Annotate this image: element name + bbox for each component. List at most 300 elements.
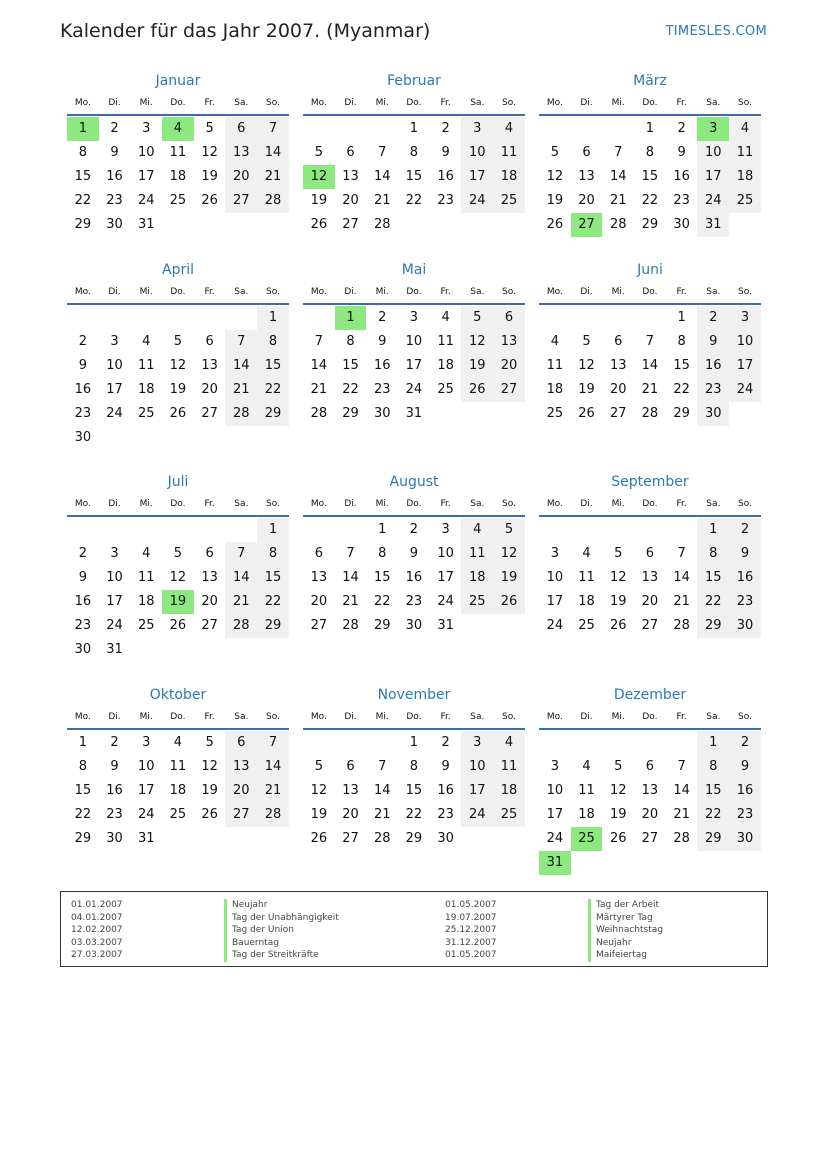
day-cell: 31 [137, 217, 155, 232]
legend-holiday-name: Neujahr [224, 899, 339, 912]
weekday-label: Mi. [611, 287, 625, 297]
day-cell: 7 [677, 546, 686, 561]
day-cell: 2 [409, 522, 419, 537]
empty-cell [634, 731, 666, 755]
day-cell: 10 [546, 570, 564, 585]
day-cell: 30 [673, 217, 690, 232]
day-cell: 22 [74, 193, 92, 208]
empty-cell [634, 518, 666, 542]
weekday-header [539, 92, 761, 116]
day-cell: 9 [441, 145, 450, 160]
day-cell: 27 [342, 831, 359, 846]
day-cell: 5 [205, 735, 214, 750]
day-cell: 19 [169, 382, 187, 397]
weekday-label: Di. [344, 98, 357, 108]
day-cell: 16 [697, 354, 729, 378]
weekday-header [67, 706, 289, 730]
day-cell: 21 [225, 590, 257, 614]
day-cell: 14 [609, 169, 627, 184]
day-cell: 1 [78, 735, 87, 750]
day-cell: 1 [645, 121, 655, 136]
legend-holiday-name: Märtyrer Tag [588, 912, 663, 925]
day-cell: 17 [461, 779, 493, 803]
weekday-label: Di. [344, 499, 357, 509]
legend-dates-left [71, 899, 123, 962]
weekday-label: Sa. [706, 712, 721, 722]
weekday-label: Do. [642, 287, 658, 297]
day-cell: 26 [493, 590, 525, 614]
day-cell: 25 [729, 189, 761, 213]
weekday-label: Mo. [310, 499, 327, 509]
day-cell: 25 [169, 193, 187, 208]
day-cell: 9 [729, 755, 761, 779]
day-cell: 20 [493, 354, 525, 378]
weekday-label: Sa. [234, 287, 249, 297]
weekday-header [67, 281, 289, 305]
weekday-label: Do. [170, 98, 186, 108]
weekday-label: Mo. [546, 287, 563, 297]
empty-cell [539, 518, 571, 542]
weekday-label: Mo. [74, 287, 91, 297]
day-grid [67, 306, 289, 450]
legend-date: 01.05.2007 [445, 900, 497, 910]
day-cell: 21 [673, 807, 690, 822]
weekday-label: Mi. [611, 98, 625, 108]
month-name: Juli [167, 474, 189, 490]
day-cell: 17 [137, 783, 155, 798]
day-cell: 1 [697, 518, 729, 542]
day-cell: 28 [373, 831, 391, 846]
month-name: April [162, 262, 194, 278]
day-cell: 9 [378, 334, 387, 349]
month-name: Januar [155, 73, 201, 89]
empty-cell [130, 518, 162, 542]
month-name: Oktober [149, 687, 207, 703]
empty-cell [303, 518, 335, 542]
day-cell: 21 [673, 594, 690, 609]
day-grid [67, 117, 289, 237]
weekday-label: So. [738, 499, 752, 509]
legend-holiday-name: Neujahr [588, 937, 663, 950]
day-cell: 7 [314, 334, 323, 349]
weekday-label: Di. [108, 499, 121, 509]
holiday-day-cell: 12 [303, 165, 335, 189]
empty-cell [571, 731, 603, 755]
day-cell: 11 [169, 759, 187, 774]
day-cell: 23 [729, 803, 761, 827]
day-cell: 24 [546, 618, 564, 633]
day-cell: 16 [106, 783, 123, 798]
day-grid [67, 731, 289, 851]
weekday-label: Di. [108, 712, 121, 722]
day-cell: 25 [137, 618, 155, 633]
day-cell: 31 [137, 831, 155, 846]
day-cell: 27 [342, 217, 359, 232]
weekday-label: Di. [580, 499, 593, 509]
weekday-label: Mi. [375, 98, 389, 108]
day-cell: 20 [225, 779, 257, 803]
day-cell: 17 [697, 165, 729, 189]
day-cell: 17 [546, 807, 564, 822]
day-cell: 10 [461, 755, 493, 779]
legend-names-right [588, 899, 663, 962]
day-cell: 20 [310, 594, 328, 609]
empty-cell [666, 731, 698, 755]
weekday-label: Fr. [676, 712, 687, 722]
day-cell: 24 [729, 378, 761, 402]
weekday-label: So. [502, 712, 516, 722]
month-name: August [389, 474, 439, 490]
empty-cell [194, 306, 226, 330]
day-cell: 17 [106, 382, 123, 397]
day-cell: 19 [578, 382, 595, 397]
weekday-label: Fr. [204, 712, 215, 722]
weekday-label: Fr. [204, 499, 215, 509]
empty-cell [162, 306, 194, 330]
empty-cell [602, 518, 634, 542]
weekday-label: Mi. [375, 712, 389, 722]
day-cell: 25 [546, 406, 564, 421]
day-cell: 7 [346, 546, 355, 561]
empty-cell [67, 306, 99, 330]
day-cell: 19 [310, 807, 328, 822]
legend-holiday-name: Maifeiertag [588, 949, 663, 962]
day-cell: 13 [578, 169, 595, 184]
empty-cell [602, 731, 634, 755]
month-block [539, 259, 761, 426]
day-cell: 29 [257, 614, 289, 638]
day-cell: 31 [437, 618, 454, 633]
day-cell: 20 [578, 193, 595, 208]
day-cell: 27 [641, 618, 659, 633]
day-cell: 24 [106, 406, 123, 421]
day-cell: 10 [137, 145, 155, 160]
weekday-label: Fr. [440, 98, 451, 108]
day-cell: 28 [609, 217, 627, 232]
day-cell: 29 [405, 831, 423, 846]
day-cell: 18 [137, 594, 155, 609]
month-block [303, 70, 525, 237]
day-cell: 19 [493, 566, 525, 590]
holiday-day-cell: 31 [539, 851, 571, 875]
weekday-label: Di. [344, 712, 357, 722]
day-cell: 11 [578, 570, 595, 585]
month-block [67, 259, 289, 450]
weekday-label: Sa. [234, 98, 249, 108]
weekday-header [303, 92, 525, 116]
empty-cell [335, 731, 367, 755]
day-cell: 2 [378, 310, 387, 325]
day-cell: 6 [205, 546, 214, 561]
day-cell: 13 [201, 358, 218, 373]
day-cell: 5 [205, 121, 214, 136]
weekday-label: Mo. [74, 499, 91, 509]
day-cell: 28 [257, 189, 289, 213]
day-cell: 29 [342, 406, 359, 421]
day-cell: 5 [173, 334, 183, 349]
day-cell: 23 [74, 406, 92, 421]
day-cell: 14 [342, 570, 359, 585]
day-cell: 12 [169, 358, 187, 373]
day-cell: 8 [78, 759, 87, 774]
holiday-day-cell: 19 [162, 590, 194, 614]
day-cell: 20 [641, 594, 659, 609]
day-cell: 20 [609, 382, 627, 397]
weekday-label: Mi. [139, 712, 153, 722]
day-cell: 17 [405, 358, 423, 373]
day-cell: 27 [201, 618, 218, 633]
weekday-header [303, 281, 525, 305]
day-cell: 18 [578, 594, 595, 609]
day-grid [303, 518, 525, 638]
empty-cell [335, 117, 367, 141]
weekday-label: So. [502, 98, 516, 108]
day-cell: 9 [110, 759, 119, 774]
day-cell: 21 [257, 779, 289, 803]
weekday-label: Mi. [375, 287, 389, 297]
day-cell: 23 [106, 807, 123, 822]
day-cell: 15 [74, 783, 92, 798]
day-cell: 14 [673, 570, 690, 585]
day-cell: 20 [201, 594, 218, 609]
day-cell: 16 [673, 169, 690, 184]
weekday-label: Di. [108, 98, 121, 108]
day-cell: 4 [441, 310, 450, 325]
day-cell: 30 [106, 831, 123, 846]
month-name: Mai [401, 262, 427, 278]
weekday-header [67, 92, 289, 116]
day-cell: 8 [257, 330, 289, 354]
weekday-label: Do. [642, 712, 658, 722]
day-cell: 16 [405, 570, 423, 585]
empty-cell [99, 518, 131, 542]
day-cell: 13 [342, 783, 359, 798]
day-cell: 26 [201, 807, 218, 822]
day-cell: 5 [461, 306, 493, 330]
day-cell: 14 [373, 783, 391, 798]
day-cell: 31 [405, 406, 423, 421]
month-block [303, 471, 525, 638]
day-cell: 8 [697, 755, 729, 779]
day-cell: 30 [74, 430, 92, 445]
day-cell: 18 [729, 165, 761, 189]
day-cell: 20 [201, 382, 218, 397]
day-cell: 17 [461, 165, 493, 189]
day-cell: 21 [257, 165, 289, 189]
month-block [539, 471, 761, 638]
day-cell: 10 [697, 141, 729, 165]
day-cell: 11 [493, 141, 525, 165]
day-cell: 3 [409, 310, 419, 325]
holiday-day-cell: 27 [571, 213, 603, 237]
day-cell: 1 [697, 731, 729, 755]
day-cell: 18 [137, 382, 155, 397]
day-cell: 30 [729, 827, 761, 851]
day-cell: 8 [378, 546, 387, 561]
weekday-label: Mo. [546, 499, 563, 509]
day-cell: 1 [378, 522, 387, 537]
day-cell: 11 [493, 755, 525, 779]
day-cell: 17 [546, 594, 564, 609]
day-cell: 23 [373, 382, 391, 397]
day-cell: 28 [310, 406, 328, 421]
day-cell: 2 [441, 735, 450, 750]
day-cell: 10 [405, 334, 423, 349]
day-cell: 13 [342, 169, 359, 184]
weekday-label: Do. [642, 98, 658, 108]
empty-cell [571, 518, 603, 542]
day-cell: 16 [437, 783, 454, 798]
day-cell: 17 [106, 594, 123, 609]
day-cell: 14 [225, 566, 257, 590]
page-title: Kalender für das Jahr 2007. (Myanmar) [60, 20, 431, 42]
day-cell: 23 [437, 807, 454, 822]
day-cell: 2 [697, 306, 729, 330]
weekday-label: Sa. [234, 499, 249, 509]
day-cell: 4 [493, 117, 525, 141]
day-cell: 4 [582, 546, 591, 561]
day-grid [539, 518, 761, 638]
empty-cell [571, 306, 603, 330]
day-cell: 27 [641, 831, 659, 846]
day-cell: 25 [493, 803, 525, 827]
day-cell: 17 [729, 354, 761, 378]
day-cell: 22 [257, 590, 289, 614]
day-cell: 26 [609, 618, 627, 633]
legend-holiday-name: Tag der Streitkräfte [224, 949, 339, 962]
day-cell: 13 [641, 570, 659, 585]
day-cell: 24 [697, 189, 729, 213]
month-name: September [611, 474, 689, 490]
day-cell: 9 [78, 358, 87, 373]
weekday-label: Mo. [74, 98, 91, 108]
empty-cell [130, 306, 162, 330]
day-cell: 1 [409, 735, 419, 750]
day-cell: 5 [550, 145, 559, 160]
day-cell: 5 [314, 759, 323, 774]
day-cell: 28 [673, 618, 690, 633]
weekday-label: So. [266, 712, 280, 722]
day-cell: 13 [641, 783, 659, 798]
day-cell: 3 [550, 546, 559, 561]
day-cell: 5 [493, 518, 525, 542]
empty-cell [225, 518, 257, 542]
day-cell: 25 [137, 406, 155, 421]
legend-date: 12.02.2007 [71, 925, 123, 935]
day-cell: 11 [437, 334, 454, 349]
day-cell: 30 [74, 642, 92, 657]
month-name: Februar [387, 73, 441, 89]
day-cell: 11 [461, 542, 493, 566]
day-cell: 14 [641, 358, 659, 373]
weekday-header [67, 493, 289, 517]
day-cell: 2 [441, 121, 450, 136]
month-block [539, 684, 761, 875]
day-cell: 23 [405, 594, 423, 609]
weekday-label: Fr. [676, 98, 687, 108]
day-cell: 28 [257, 803, 289, 827]
day-cell: 13 [609, 358, 627, 373]
weekday-label: Di. [344, 287, 357, 297]
weekday-label: Do. [406, 98, 422, 108]
day-cell: 20 [225, 165, 257, 189]
day-cell: 7 [378, 759, 387, 774]
weekday-label: Fr. [440, 712, 451, 722]
empty-cell [539, 306, 571, 330]
day-cell: 24 [546, 831, 564, 846]
day-cell: 29 [74, 217, 92, 232]
day-grid [67, 518, 289, 662]
day-cell: 8 [409, 145, 419, 160]
weekday-label: Do. [406, 712, 422, 722]
weekday-label: Do. [170, 287, 186, 297]
empty-cell [666, 518, 698, 542]
day-cell: 30 [373, 406, 391, 421]
day-cell: 7 [257, 117, 289, 141]
day-cell: 18 [461, 566, 493, 590]
day-cell: 16 [74, 594, 92, 609]
day-cell: 13 [201, 570, 218, 585]
day-cell: 9 [409, 546, 419, 561]
weekday-label: Mo. [310, 712, 327, 722]
brand-link[interactable]: TIMESLES.COM [665, 24, 767, 39]
day-cell: 3 [729, 306, 761, 330]
day-cell: 26 [169, 406, 187, 421]
day-cell: 28 [225, 402, 257, 426]
day-cell: 3 [110, 334, 119, 349]
day-cell: 29 [257, 402, 289, 426]
day-cell: 3 [461, 117, 493, 141]
day-grid [303, 306, 525, 426]
day-cell: 17 [437, 570, 454, 585]
day-cell: 28 [641, 406, 659, 421]
day-cell: 15 [641, 169, 659, 184]
weekday-header [539, 706, 761, 730]
day-cell: 14 [257, 141, 289, 165]
day-cell: 28 [225, 614, 257, 638]
empty-cell [303, 731, 335, 755]
holiday-day-cell: 1 [335, 306, 367, 330]
day-cell: 26 [310, 217, 328, 232]
day-cell: 8 [677, 334, 686, 349]
day-cell: 6 [645, 546, 655, 561]
day-cell: 27 [493, 378, 525, 402]
day-cell: 7 [225, 542, 257, 566]
day-cell: 15 [405, 783, 423, 798]
day-cell: 30 [106, 217, 123, 232]
day-cell: 11 [729, 141, 761, 165]
day-cell: 6 [493, 306, 525, 330]
day-cell: 8 [697, 542, 729, 566]
day-cell: 1 [257, 518, 289, 542]
day-cell: 8 [645, 145, 655, 160]
legend-holiday-name: Tag der Union [224, 924, 339, 937]
day-cell: 22 [697, 590, 729, 614]
day-cell: 18 [169, 169, 187, 184]
day-cell: 4 [142, 546, 151, 561]
day-cell: 4 [461, 518, 493, 542]
day-cell: 29 [373, 618, 391, 633]
day-cell: 21 [373, 193, 391, 208]
weekday-label: Di. [580, 98, 593, 108]
weekday-label: So. [502, 499, 516, 509]
legend-holiday-name: Weihnachtstag [588, 924, 663, 937]
day-cell: 30 [697, 402, 729, 426]
weekday-label: So. [738, 287, 752, 297]
day-cell: 22 [373, 594, 391, 609]
day-cell: 7 [225, 330, 257, 354]
day-cell: 6 [582, 145, 591, 160]
